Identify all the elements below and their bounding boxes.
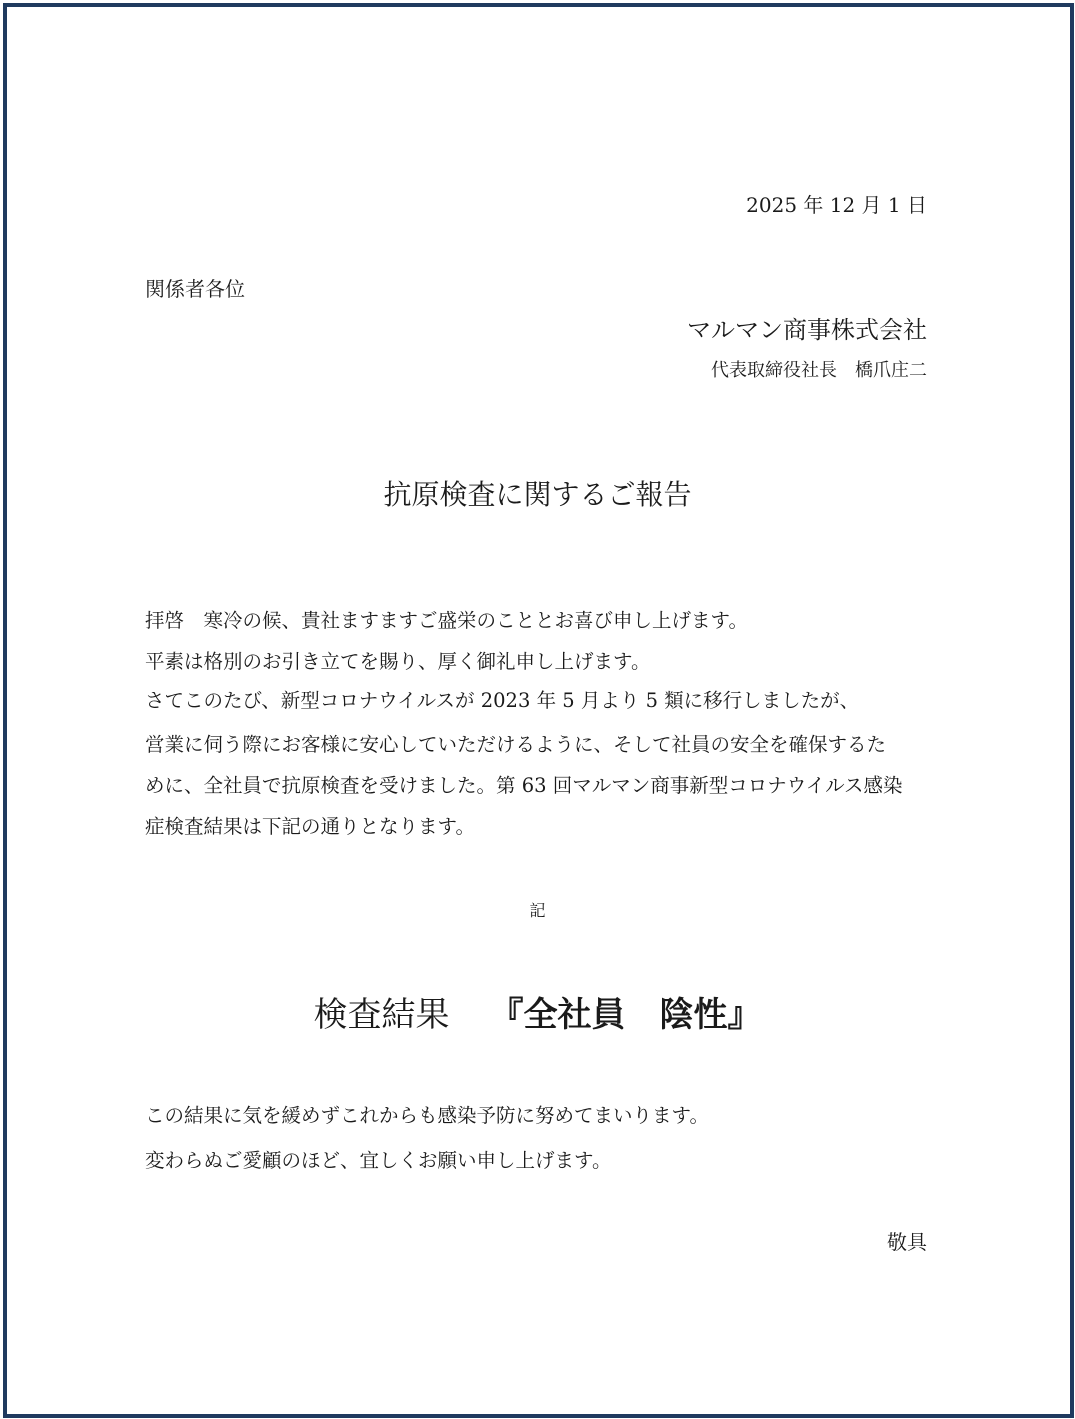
body-line: めに、全社員で抗原検査を受けました。第 63 回マルマン商事新型コロナウイルス感染 [145, 774, 903, 797]
body-line: 平素は格別のお引き立てを賜り、厚く御礼申し上げます。 [145, 650, 651, 673]
body-line: 営業に伺う際にお客様に安心していただけるように、そして社員の安全を確保するた [145, 733, 887, 756]
keigu-closing: 敬具 [887, 1230, 927, 1254]
result-value: 『全社員 陰性』 [489, 995, 762, 1035]
body-line: 症検査結果は下記の通りとなります。 [145, 815, 475, 838]
closing-line: この結果に気を緩めずこれからも感染予防に努めてまいります。 [145, 1104, 709, 1127]
closing-line: 変わらぬご愛顧のほど、宜しくお願い申し上げます。 [145, 1149, 612, 1172]
recipient-line: 関係者各位 [145, 277, 245, 301]
body-line: さてこのたび、新型コロナウイルスが 2023 年 5 月より 5 類に移行しましたが、 [145, 689, 860, 712]
document-title: 抗原検査に関するご報告 [383, 478, 692, 511]
ki-marker: 記 [529, 901, 546, 920]
result-label: 検査結果 [313, 995, 450, 1035]
test-result [0, 995, 1075, 1035]
company-name: マルマン商事株式会社 [687, 316, 927, 344]
body-line: 拝啓 寒冷の候、貴社ますますご盛栄のこととお喜び申し上げます。 [145, 609, 748, 632]
document-date: 2025 年 12 月 1 日 [746, 193, 927, 217]
representative-name: 代表取締役社長 橋爪庄二 [711, 360, 927, 381]
